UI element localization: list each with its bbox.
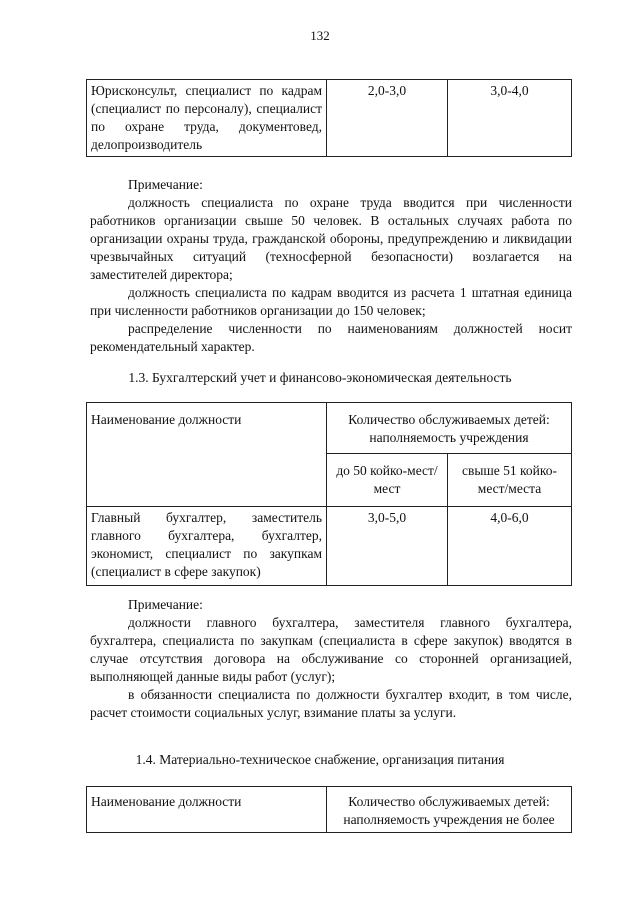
staff-table-supply: [86, 786, 572, 833]
note-paragraph: в обязанности специалиста по должности бухгалтер входит, в том числе, расчет стоимости социальных услуг, взимание платы за услуги.: [90, 687, 572, 720]
note-paragraph: распределение численности по наименованиям должностей носит рекомендательный характер.: [90, 321, 572, 354]
header-children-count: Количество обслуживаемых детей: наполняемость учреждения не более: [327, 787, 572, 833]
value-cell-large: 3,0-4,0: [448, 80, 572, 157]
header-up-to-50: до 50 койко-мест/мест: [327, 454, 448, 507]
section-heading-1-3: 1.3. Бухгалтерский учет и финансово-экономическая деятельность: [128, 370, 512, 385]
table-header-row: [87, 403, 572, 454]
header-over-51: свыше 51 койко-мест/места: [448, 454, 572, 507]
note-paragraph: должность специалиста по охране труда вводится при численности работников организации свыше 50 человек. В остальных случаях работа по организации охраны труда, гражданской обороны, предупреждению и ликвидации чрезвычайных ситуаций (техносферной безопасности) возлагается на заместителей директора;: [90, 195, 572, 282]
value-cell-large: 4,0-6,0: [448, 507, 572, 586]
value-cell-small: 3,0-5,0: [327, 507, 448, 586]
header-position-name: Наименование должности: [87, 787, 327, 833]
table-header-row: [87, 787, 572, 833]
note-label: Примечание:: [128, 597, 203, 612]
staff-table-accounting: [86, 402, 572, 586]
table-row: [87, 507, 572, 586]
section-heading-1-4: 1.4. Материально-техническое снабжение, организация питания: [135, 752, 505, 767]
header-children-count: Количество обслуживаемых детей: наполняемость учреждения: [327, 403, 572, 454]
value-cell-small: 2,0-3,0: [327, 80, 448, 157]
page-number: 132: [310, 28, 330, 43]
note-label: Примечание:: [128, 177, 203, 192]
staff-table-1: [86, 79, 572, 157]
table-row: [87, 80, 572, 157]
position-name-cell: Главный бухгалтер, заместитель главного бухгалтера, бухгалтер, экономист, специалист по закупкам (специалист в сфере закупок): [87, 507, 327, 586]
note-1: [90, 176, 572, 356]
header-position-name: Наименование должности: [87, 403, 327, 507]
note-2: [90, 596, 572, 722]
position-name-cell: Юрисконсульт, специалист по кадрам (специалист по персоналу), специалист по охране труда, документовед, делопроизводитель: [87, 80, 327, 157]
note-paragraph: должность специалиста по кадрам вводится из расчета 1 штатная единица при численности работников организации до 150 человек;: [90, 285, 572, 318]
note-paragraph: должности главного бухгалтера, заместителя главного бухгалтера, бухгалтера, специалиста по закупкам (специалиста в сфере закупок) вводятся в случае отсутствия договора на обслуживание со сторонней организацией, выполняющей данные виды работ (услуг);: [90, 615, 572, 684]
